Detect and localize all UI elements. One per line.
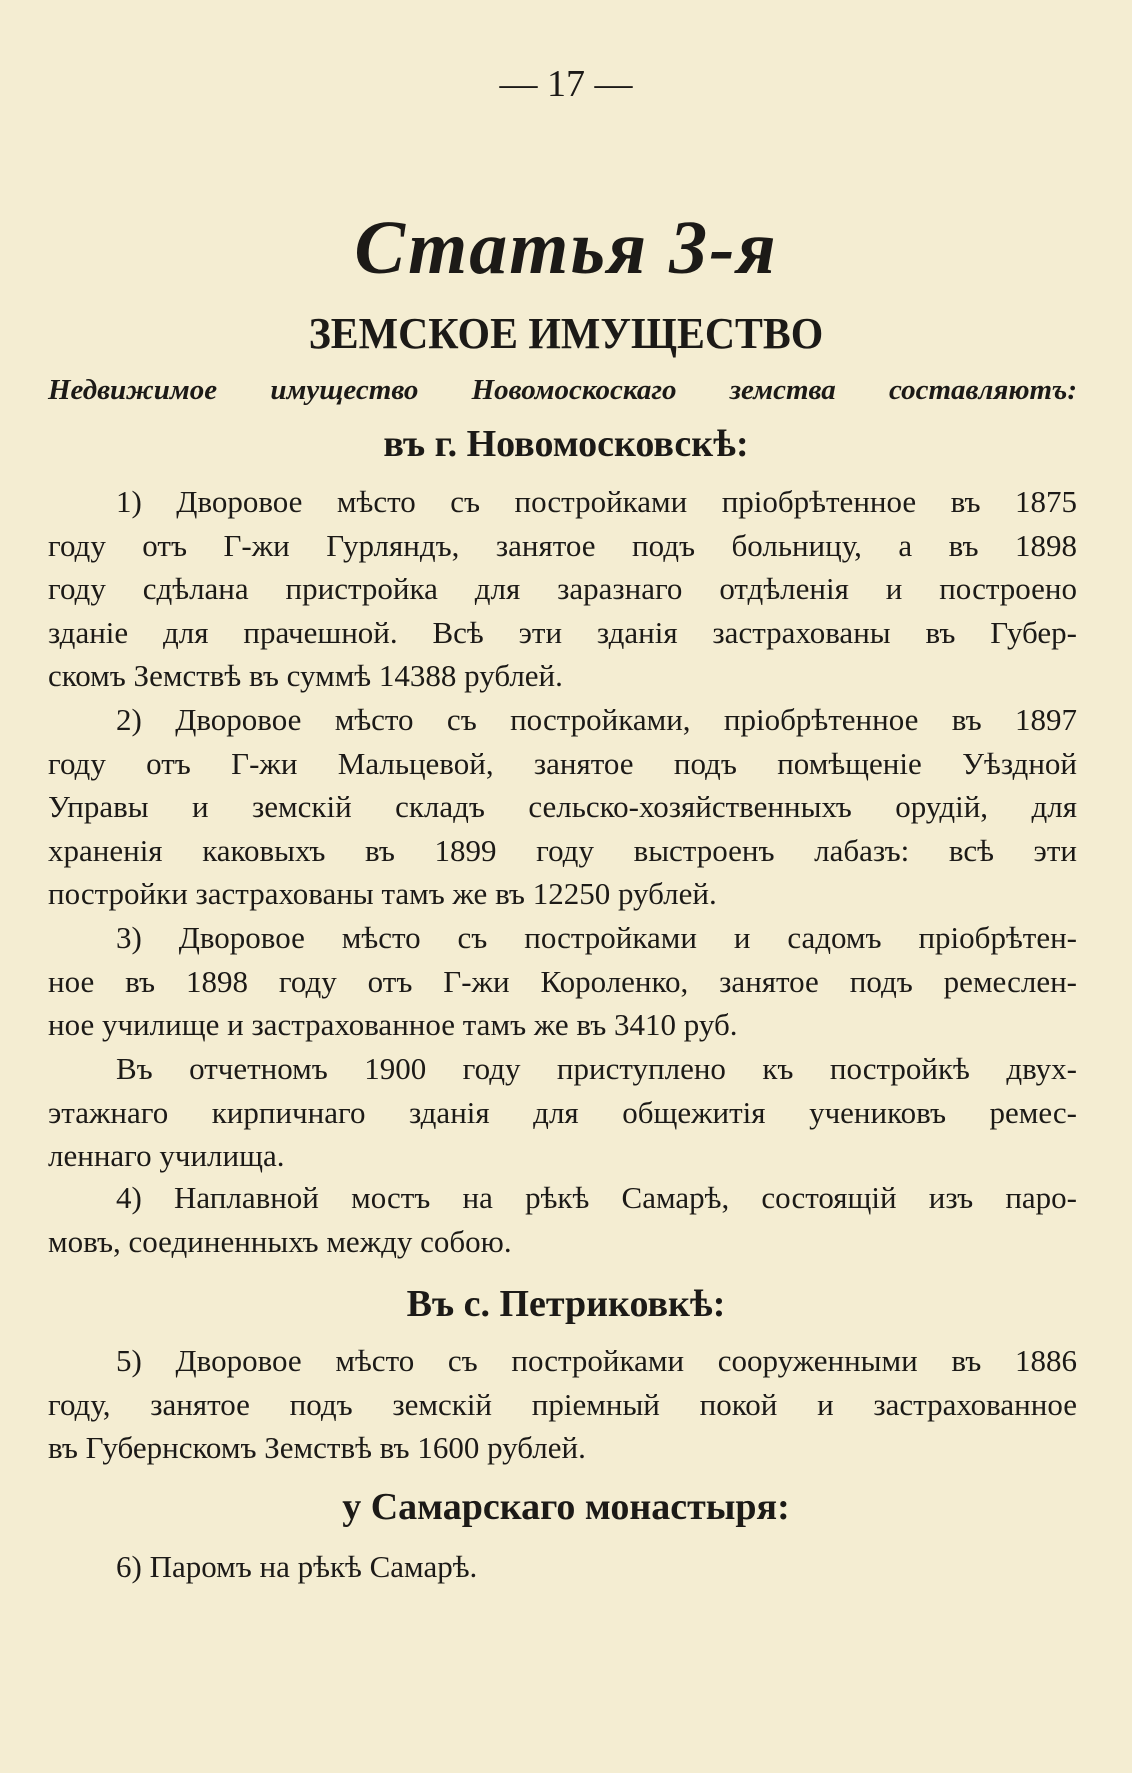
text-line: въ Губернскомъ Земствѣ въ 1600 рублей. xyxy=(48,1430,586,1465)
text-line: 4) Наплавной мостъ на рѣкѣ Самарѣ, состоящій изъ паро- xyxy=(116,1180,1077,1215)
page-number: — 17 — xyxy=(499,63,633,105)
text-line: постройки застрахованы тамъ же въ 12250 рублей. xyxy=(48,876,717,911)
text-line: 6) Паромъ на рѣкѣ Самарѣ. xyxy=(116,1549,478,1584)
text-line: 5) Дворовое мѣсто съ постройками сооруженными въ 1886 xyxy=(116,1343,1077,1378)
text-line: 1) Дворовое мѣсто съ постройками пріобрѣтенное въ 1875 xyxy=(116,484,1077,519)
paragraph-7 xyxy=(48,1545,1077,1589)
paragraph-1 xyxy=(48,480,1077,698)
text-line: мовъ, соединенныхъ между собою. xyxy=(48,1223,512,1259)
article-title: Статья 3-я xyxy=(354,206,778,290)
text-line: Въ отчетномъ 1900 году приступлено къ постройкѣ двух- xyxy=(116,1051,1077,1086)
paragraph-2 xyxy=(48,698,1077,916)
text-line: году сдѣлана пристройка для заразнаго отдѣленія и построено xyxy=(48,571,1077,606)
place-heading-petrikovka: Въ с. Петриковкѣ: xyxy=(406,1283,726,1325)
text-line: 2) Дворовое мѣсто съ постройками, пріобрѣтенное въ 1897 xyxy=(116,702,1077,737)
text-line: храненія каковыхъ въ 1899 году выстроенъ лабазъ: всѣ эти xyxy=(48,832,1077,868)
paragraph-5 xyxy=(48,1176,1077,1263)
paragraph-3 xyxy=(48,916,1077,1047)
text-line: 3) Дворовое мѣсто съ постройками и садомъ пріобрѣтен- xyxy=(116,920,1077,955)
text-line: году отъ Г-жи Мальцевой, занятое подъ помѣщеніе Уѣздной xyxy=(48,745,1077,781)
place-heading-samara-monastery: у Самарскаго монастыря: xyxy=(342,1486,790,1528)
text-line: ное училище и застрахованное тамъ же въ 3410 руб. xyxy=(48,1007,738,1042)
text-line: этажнаго кирпичнаго зданія для общежитія учениковъ ремес- xyxy=(48,1094,1077,1130)
text-line: году, занятое подъ земскій пріемный покой и застрахованное xyxy=(48,1386,1077,1422)
place-heading-novomoskovsk: въ г. Новомосковскѣ: xyxy=(383,423,749,465)
paragraph-4 xyxy=(48,1047,1077,1178)
text-line: Управы и земскій складъ сельско-хозяйственныхъ орудій, для xyxy=(48,789,1077,824)
intro-line: Недвижимое имущество Новомоскоскаго земства составляютъ: xyxy=(48,374,1077,406)
paragraph-6 xyxy=(48,1339,1077,1470)
text-line: году отъ Г-жи Гурляндъ, занятое подъ больницу, а въ 1898 xyxy=(48,527,1077,563)
text-line: скомъ Земствѣ въ суммѣ 14388 рублей. xyxy=(48,658,563,693)
text-line: зданіе для прачешной. Всѣ эти зданія застрахованы въ Губер- xyxy=(48,614,1077,650)
text-line: ное въ 1898 году отъ Г-жи Короленко, занятое подъ ремеслен- xyxy=(48,963,1077,999)
section-title: ЗЕМСКОЕ ИМУЩЕСТВО xyxy=(308,309,824,358)
text-line: леннаго училища. xyxy=(48,1138,285,1173)
